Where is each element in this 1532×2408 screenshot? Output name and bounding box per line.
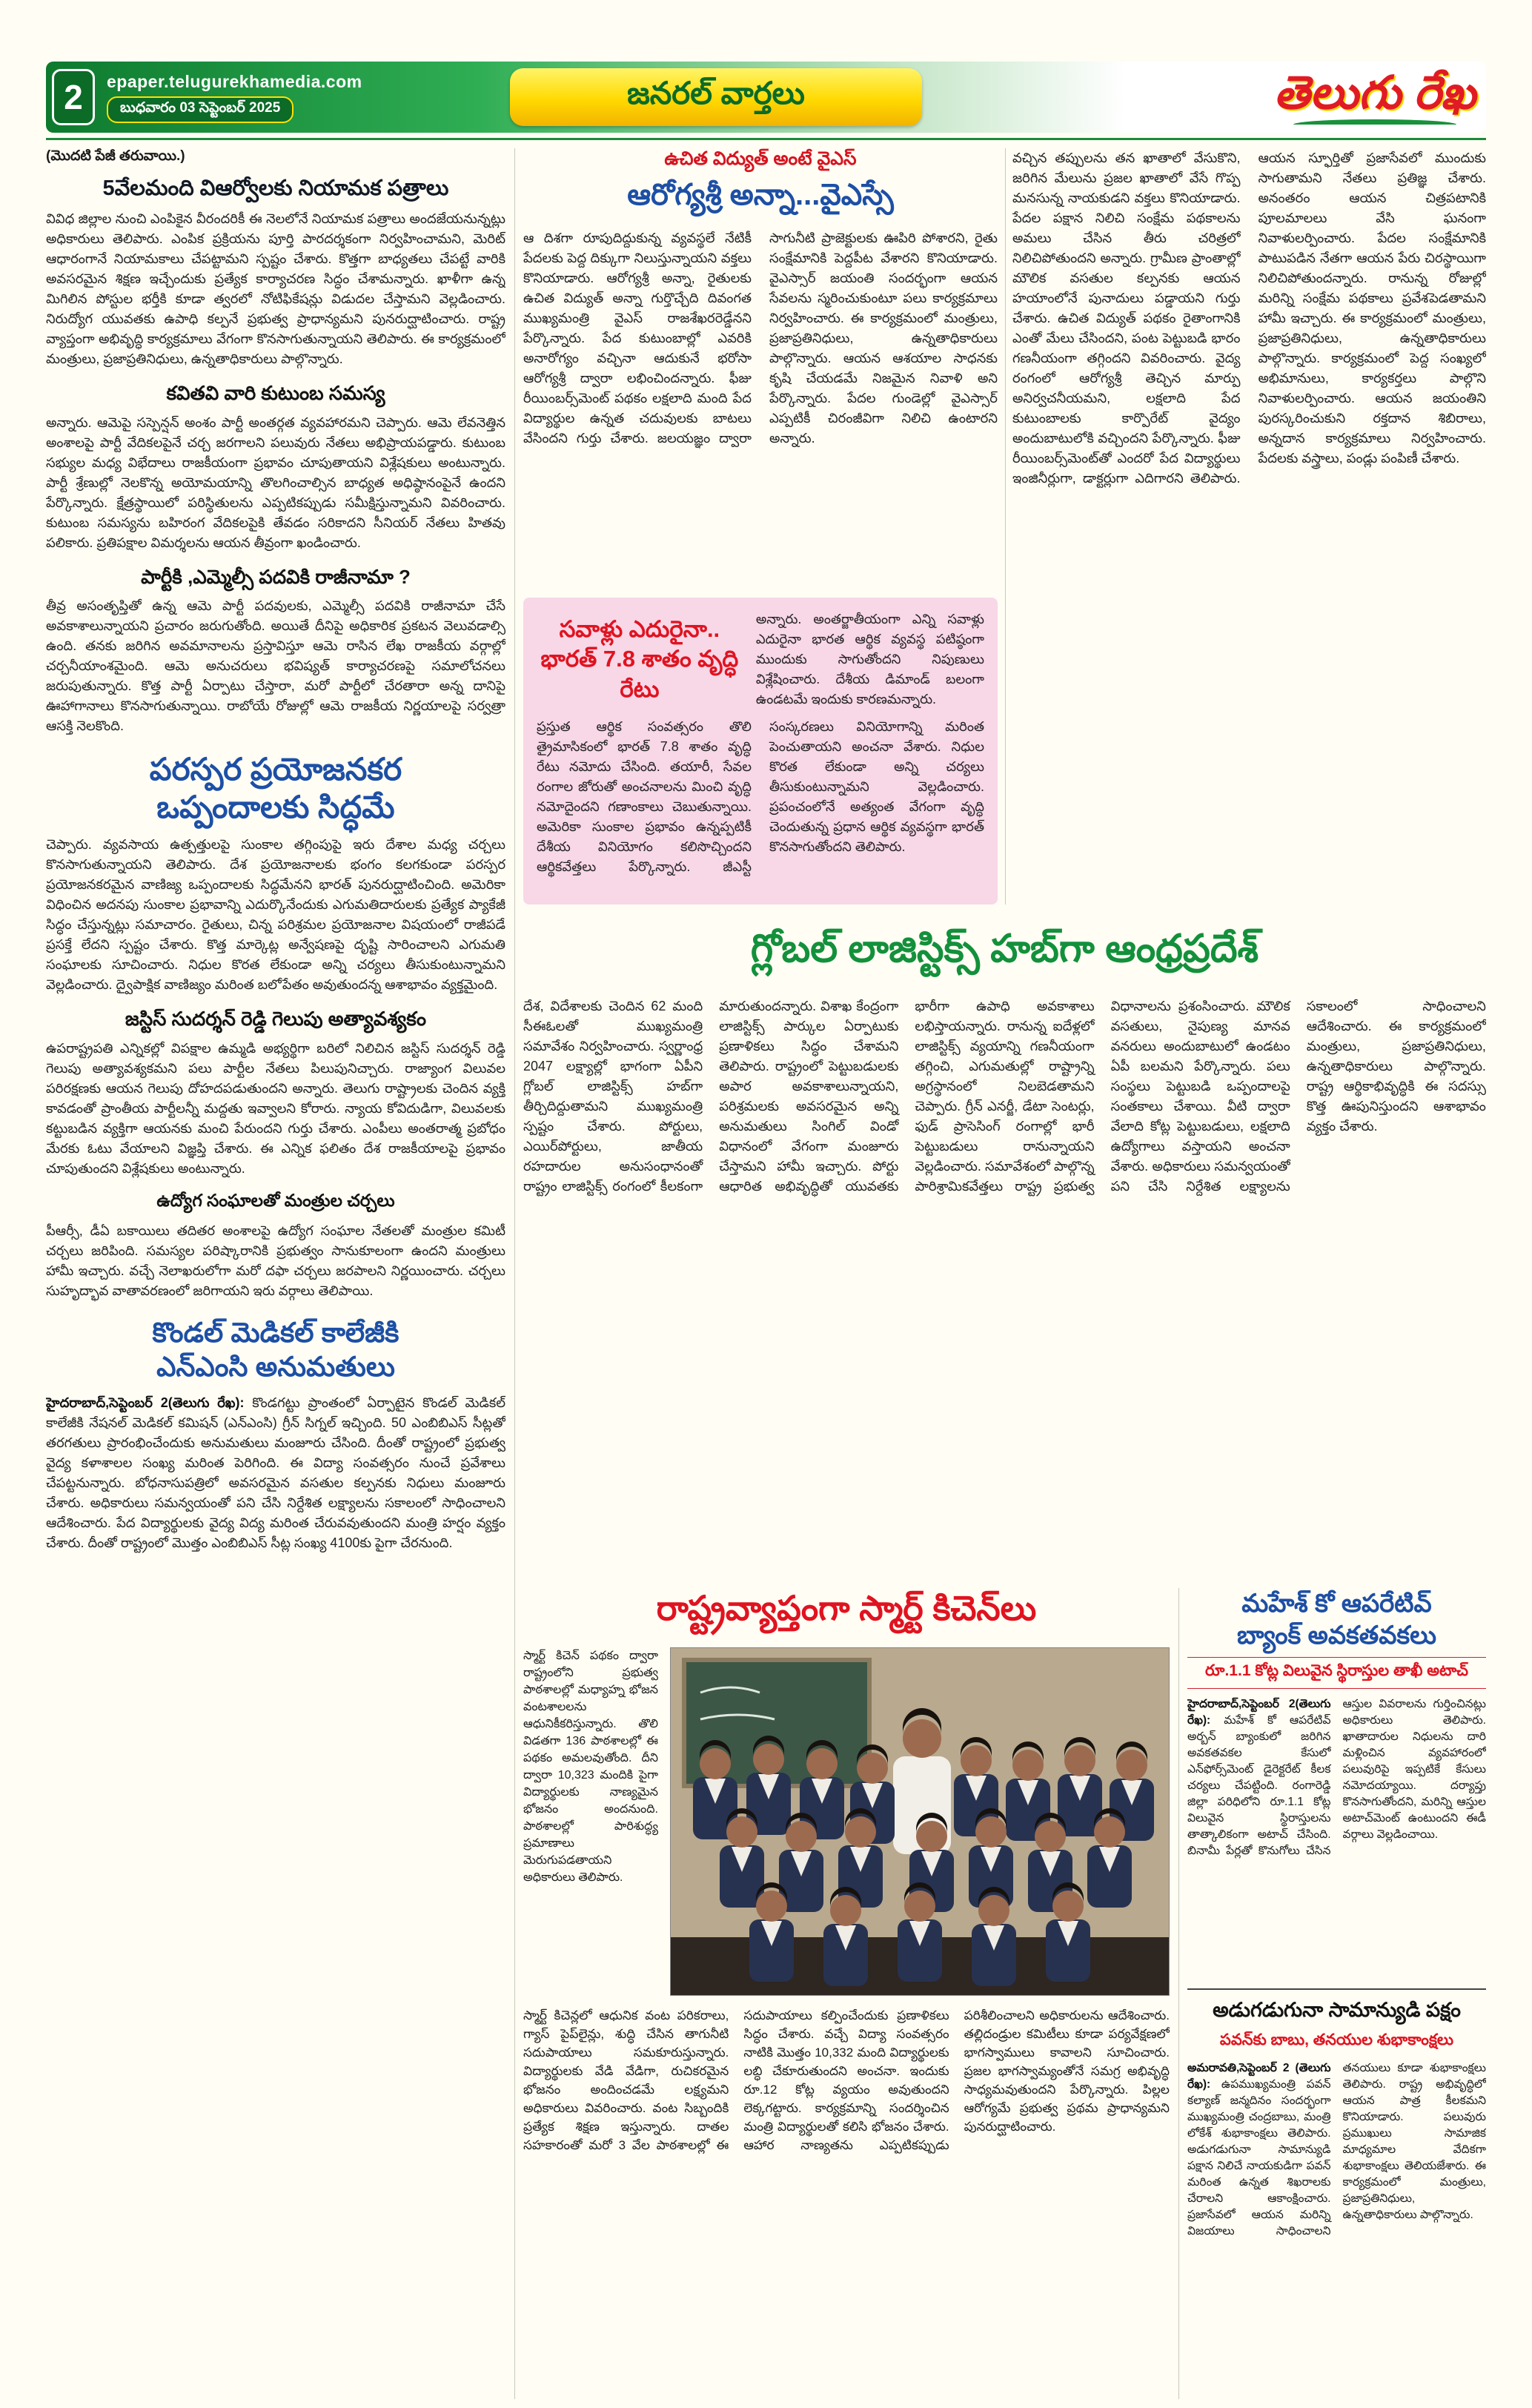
headline-line-1: సవాళ్లు ఎదురైనా.. [559, 616, 720, 643]
article-body [1187, 1696, 1486, 1978]
subhead-attachment: రూ.1.1 కోట్ల విలువైన స్థిరాస్తుల తాఖీ అటాచ్ [1187, 1657, 1486, 1689]
article-body: పీఆర్సీ, డీఏ బకాయిలు తదితర అంశాలపై ఉద్యోగ సంఘాల నేతలతో మంత్రుల కమిటీ చర్చలు జరిపింది. సమస్యల పరిష్కారానికి ప్రభుత్వం సానుకూలంగా ఉందని మంత్రులు హామీ ఇచ్చారు. వచ్చే నెలాఖరులోగా మరో దఫా చర్చలు జరపాలని నిర్ణయించారు. చర్చలు సుహృద్భావ వాతావరణంలో జరిగాయని ఇరు వర్గాలు తెలిపాయి. [46, 1223, 505, 1298]
dateline: హైదరాబాద్,సెప్టెంబర్ 2(తెలుగు రేఖ): [1187, 1698, 1331, 1727]
page-header [46, 62, 1486, 133]
article-kavitha-family [46, 381, 505, 553]
article-lead: అన్నారు. అంతర్జాతీయంగా ఎన్ని సవాళ్లు ఎదురైనా భారత ఆర్థిక వ్యవస్థ పటిష్ఠంగా ముందుకు సాగుతోందని నిపుణులు విశ్లేషించారు. దేశీయ డిమాండ్ బలంగా ఉండటమే ఇందుకు కారణమన్నారు. [755, 612, 984, 707]
headline-kavitha-family: కవితవి వారి కుటుంబ సమస్య [166, 382, 385, 405]
headline-line-2: బ్యాంక్ అవకతవకలు [1236, 1621, 1437, 1650]
article-body [1187, 2060, 1486, 2335]
column-rule [1005, 148, 1006, 904]
article-body: స్మార్ట్ కిచెన్లలో ఆధునిక వంట పరికరాలు, గ్యాస్ పైప్‌లైన్లు, శుద్ధి చేసిన తాగునీటి సదుపాయాలు సమకూరుస్తున్నారు. విద్యార్థులకు వేడి వేడిగా, రుచికరమైన భోజనం అందించడమే లక్ష్యమని అధికారులు వివరించారు. వంట సిబ్బందికి ప్రత్యేక శిక్షణ ఇస్తున్నారు. దాతల సహకారంతో మరో 3 వేల పాఠశాలల్లో ఈ సదుపాయాలు కల్పించేందుకు ప్రణాళికలు సిద్ధం చేశారు. వచ్చే విద్యా సంవత్సరం నాటికి మొత్తం 10,332 మంది విద్యార్థులకు లబ్ధి చేకూరుతుందని అంచనా. ఇందుకు రూ.12 కోట్ల వ్యయం అవుతుందని లెక్కగట్టారు. కార్యక్రమాన్ని సందర్శించిన మంత్రి విద్యార్థులతో కలిసి భోజనం చేశారు. ఆహార నాణ్యతను ఎప్పటికప్పుడు పరిశీలించాలని అధికారులను ఆదేశించారు. తల్లిదండ్రుల కమిటీలు కూడా పర్యవేక్షణలో భాగస్వాములు కావాలని సూచించారు. ప్రజల భాగస్వామ్యంతోనే సమగ్ర అభివృద్ధి సాధ్యమవుతుందని పేర్కొన్నారు. పిల్లల ఆరోగ్యమే ప్రభుత్వ ప్రథమ ప్రాధాన్యమని పునరుద్ఘాటించారు. [523, 2008, 1170, 2152]
continuation-note: (మొదటి పేజీ తరువాయి.) [46, 148, 185, 164]
article-trade-agreements [46, 751, 505, 995]
kicker-free-power: ఉచిత విద్యుత్ అంటే వైఎస్ [664, 148, 857, 169]
header-left [107, 72, 362, 123]
headline-resignation: పార్టీకి ,ఎమ్మెల్సీ పదవికి రాజీనామా ? [141, 565, 411, 588]
article-mahesh-bank [1187, 1588, 1486, 1978]
article-gdp-growth [523, 598, 998, 904]
article-body: చెప్పారు. వ్యవసాయ ఉత్పత్తులపై సుంకాల తగ్గింపుపై ఇరు దేశాల మధ్య చర్చలు కొనసాగుతున్నాయని తెలిపారు. దేశ ప్రయోజనాలకు భంగం కలగకుండా పరస్పర ప్రయోజనకరమైన వాణిజ్య ఒప్పందాలకు సిద్ధమేనని భారత్ పునరుద్ఘాటించింది. అమెరికా విధించిన అదనపు సుంకాల ప్రభావాన్ని ఎదుర్కొనేందుకు ఎగుమతిదారులకు ప్రత్యేక ప్యాకేజీ సిద్ధం చేస్తున్నట్లు సమాచారం. రైతులు, చిన్న పరిశ్రమల ప్రయోజనాల విషయంలో రాజీపడే ప్రసక్తే లేదని స్పష్టం చేశారు. కొత్త మార్కెట్ల అన్వేషణపై దృష్టి సారించాలని ఎగుమతి సంఘాలకు సూచించారు. నిధుల కొరత లేకుండా అన్ని చర్యలు తీసుకుంటున్నామని వెల్లడించారు. ద్వైపాక్షిక వాణిజ్యం మరింత బలోపేతం అవుతుందన్న ఆశాభావం వ్యక్తమైంది. [46, 837, 505, 993]
column-rule [1178, 1588, 1179, 2399]
article-body: దేశ, విదేశాలకు చెందిన 62 మంది సీఈఓలతో ముఖ్యమంత్రి సమావేశం నిర్వహించారు. స్వర్ణాంధ్ర 2047 లక్ష్యాల్లో భాగంగా ఏపీని గ్లోబల్ లాజిస్టిక్స్ హబ్‌గా తీర్చిదిద్దుతామని ముఖ్యమంత్రి స్పష్టం చేశారు. పోర్టులు, ఎయిర్‌పోర్టులు, జాతీయ రహదారుల అనుసంధానంతో రాష్ట్రం లాజిస్టిక్స్ రంగంలో కీలకంగా మారుతుందన్నారు. విశాఖ కేంద్రంగా లాజిస్టిక్స్ పార్కుల ఏర్పాటుకు ప్రణాళికలు సిద్ధం చేశామని తెలిపారు. రాష్ట్రంలో పెట్టుబడులకు అపార అవకాశాలున్నాయని, పరిశ్రమలకు అవసరమైన అన్ని అనుమతులు సింగిల్ విండో విధానంలో వేగంగా మంజూరు చేస్తామని హామీ ఇచ్చారు. పోర్టు ఆధారిత అభివృద్ధితో యువతకు భారీగా ఉపాధి అవకాశాలు లభిస్తాయన్నారు. రానున్న ఐదేళ్లలో లాజిస్టిక్స్ వ్యయాన్ని గణనీయంగా తగ్గించి, ఎగుమతుల్లో రాష్ట్రాన్ని అగ్రస్థానంలో నిలబెడతామని చెప్పారు. గ్రీన్ ఎనర్జీ, డేటా సెంటర్లు, ఫుడ్ ప్రాసెసింగ్ రంగాల్లో భారీ పెట్టుబడులు రానున్నాయని వెల్లడించారు. సమావేశంలో పాల్గొన్న పారిశ్రామికవేత్తలు రాష్ట్ర ప్రభుత్వ విధానాలను ప్రశంసించారు. మౌలిక వసతులు, నైపుణ్య మానవ వనరులు అందుబాటులో ఉండటం ఏపీ బలమని పేర్కొన్నారు. పలు సంస్థలు పెట్టుబడి ఒప్పందాలపై సంతకాలు చేశాయి. వీటి ద్వారా వేలాది కోట్ల పెట్టుబడులు, లక్షలాది ఉద్యోగాలు వస్తాయని అంచనా వేశారు. అధికారులు సమన్వయంతో పని చేసి నిర్దేశిత లక్ష్యాలను సకాలంలో సాధించాలని ఆదేశించారు. ఈ కార్యక్రమంలో మంత్రులు, ప్రజాప్రతినిధులు, ఉన్నతాధికారులు పాల్గొన్నారు. రాష్ట్ర ఆర్థికాభివృద్ధికి ఈ సదస్సు కొత్త ఊపునిస్తుందని ఆశాభావం వ్యక్తం చేశారు. [523, 999, 1486, 1194]
article-body: వివిధ జిల్లాల నుంచి ఎంపికైన వీరందరికీ ఈ నెలలోనే నియామక పత్రాలు అందజేయనున్నట్లు అధికారులు తెలిపారు. ఎంపిక ప్రక్రియను పూర్తి పారదర్శకంగా నిర్వహించామని, మెరిట్ ఆధారంగానే నియామకాలు చేపట్టామని స్పష్టం చేశారు. కొత్తగా బాధ్యతలు చేపట్టే వారికి అవసరమైన శిక్షణ ఇచ్చేందుకు ప్రత్యేక కార్యాచరణ సిద్ధం చేశామన్నారు. ఖాళీగా ఉన్న మిగిలిన పోస్టుల భర్తీకి కూడా త్వరలో నోటిఫికేషన్లు విడుదల చేస్తామని వెల్లడించారు. నిరుద్యోగ యువతకు ఉపాధి కల్పనే ప్రభుత్వ ప్రాధాన్యమని పునరుద్ఘాటించారు. రాష్ట్ర వ్యాప్తంగా అభివృద్ధి కార్యక్రమాలు వేగంగా కొనసాగుతున్నాయని తెలిపారు. ఈ కార్యక్రమంలో మంత్రులు, ప్రజాప్రతినిధులు, ఉన్నతాధికారులు పాల్గొన్నారు. [46, 211, 505, 367]
masthead-text: తెలుగు రేఖ [1273, 67, 1476, 119]
website-link[interactable]: epaper.telugurekhamedia.com [107, 71, 362, 91]
section-title: జనరల్ వార్తలు [510, 68, 922, 126]
article-employee-unions [46, 1191, 505, 1301]
column-rule [514, 148, 515, 2399]
header-rule [46, 138, 1486, 140]
headline-logistics-hub: గ్లోబల్ లాజిస్టిక్స్ హబ్‌గా ఆంధ్రప్రదేశ్ [750, 927, 1259, 970]
article-appointment-letters [46, 175, 505, 369]
headline-line-2: భారత్ 7.8 శాతం వృద్ధి రేటు [540, 646, 739, 702]
masthead-logo [1274, 62, 1476, 133]
page-number: 2 [52, 69, 95, 125]
subhead-greetings: పవన్‌కు బాబు, తనయుల శుభాకాంక్షలు [1219, 2031, 1454, 2048]
headline-line-1: మహేశ్ కో ఆపరేటివ్ [1241, 1590, 1432, 1618]
article-body-text: మహేశ్ కో ఆపరేటివ్ అర్బన్ బ్యాంకులో జరిగిన అవకతవకల కేసులో ఎన్‌ఫోర్స్‌మెంట్ డైరెక్టరేట్ కీలక చర్యలు చేపట్టింది. రంగారెడ్డి జిల్లా పరిధిలోని రూ.1.1 కోట్ల విలువైన స్థిరాస్తులను తాత్కాలికంగా అటాచ్ చేసింది. బినామీ పేర్లతో కొనుగోలు చేసిన ఆస్తుల వివరాలను గుర్తించినట్లు అధికారులు తెలిపారు. ఖాతాదారుల నిధులను దారి మళ్లించిన వ్యవహారంలో పలువురిపై ఇప్పటికే కేసులు నమోదయ్యాయి. దర్యాప్తు కొనసాగుతోందని, మరిన్ని ఆస్తుల అటాచ్‌మెంట్ ఉంటుందని ఈడీ వర్గాలు వెల్లడించాయి. [1187, 1698, 1486, 1857]
article-body: తీవ్ర అసంతృప్తితో ఉన్న ఆమె పార్టీ పదవులకు, ఎమ్మెల్సీ పదవికి రాజీనామా చేసే అవకాశాలున్నాయని ప్రచారం జరుగుతోంది. అయితే దీనిపై అధికారిక ప్రకటన వెలువడాల్సి ఉంది. తనకు జరిగిన అవమానాలను ప్రస్తావిస్తూ ఆమె రాసిన లేఖ రాజకీయ వర్గాల్లో చర్చనీయాంశమైంది. ఆమె అనుచరులు భవిష్యత్ కార్యాచరణపై సమాలోచనలు జరుపుతున్నారు. కొత్త పార్టీ ఏర్పాటు చేస్తారా, మరో పార్టీలో చేరతారా అన్న దానిపై ఊహాగానాలు కొనసాగుతున్నాయి. రాబోయే రోజుల్లో ఆమె రాజకీయ నిర్ణయాలపై సర్వత్రా ఆసక్తి నెలకొంది. [46, 598, 505, 734]
masthead-underline [1293, 119, 1456, 125]
smart-kitchen-photo [670, 1647, 1170, 1996]
headline-employee-unions: ఉద్యోగ సంఘాలతో మంత్రుల చర్చలు [156, 1190, 395, 1210]
article-justice-sudarshan [46, 1007, 505, 1179]
article-body [46, 1393, 505, 1553]
headline-trade-agreements [46, 751, 505, 826]
article-body: వచ్చిన తప్పులను తన ఖాతాలో వేసుకొని, జరిగిన మేలును ప్రజల ఖాతాలో వేసే గొప్ప మనసున్న నాయకుడని వక్తలు కొనియాడారు. పేదల పక్షాన నిలిచి సంక్షేమ పథకాలను అమలు చేసిన తీరు చరిత్రలో నిలిచిపోతుందని అన్నారు. గ్రామీణ ప్రాంతాల్లో మౌలిక వసతుల కల్పనకు ఆయన హయాంలోనే పునాదులు పడ్డాయని గుర్తు చేశారు. ఉచిత విద్యుత్ పథకం రైతాంగానికి ఎంతో మేలు చేసిందని, పంట పెట్టుబడి భారం గణనీయంగా తగ్గిందని వివరించారు. వైద్య రంగంలో ఆరోగ్యశ్రీ తెచ్చిన మార్పు అనిర్వచనీయమని, లక్షలాది పేద కుటుంబాలకు కార్పొరేట్ వైద్యం అందుబాటులోకి వచ్చిందని పేర్కొన్నారు. ఫీజు రీయింబర్స్‌మెంట్‌తో ఎందరో పేద విద్యార్థులు ఇంజినీర్లుగా, డాక్టర్లుగా ఎదిగారని తెలిపారు. ఆయన స్ఫూర్తితో ప్రజాసేవలో ముందుకు సాగుతామని నేతలు ప్రతిజ్ఞ చేశారు. అనంతరం ఆయన చిత్రపటానికి పూలమాలలు వేసి ఘనంగా నివాళులర్పించారు. పేదల సంక్షేమానికి పాటుపడిన నేతగా ఆయన పేరు చిరస్థాయిగా నిలిచిపోతుందన్నారు. రానున్న రోజుల్లో మరిన్ని సంక్షేమ పథకాలు ప్రవేశపెడతామని హామీ ఇచ్చారు. ఈ కార్యక్రమంలో మంత్రులు, ప్రజాప్రతినిధులు, ఉన్నతాధికారులు పాల్గొన్నారు. కార్యక్రమంలో పెద్ద సంఖ్యలో అభిమానులు, కార్యకర్తలు పాల్గొని నివాళులర్పించారు. ఆయన జయంతిని పురస్కరించుకుని రక్తదాన శిబిరాలు, అన్నదాన కార్యక్రమాలు నిర్వహించారు. పేదలకు వస్త్రాలు, పండ్లు పంపిణీ చేశారు. [1012, 150, 1486, 486]
headline-appointment-letters: 5వేలమంది విఆర్వోలకు నియామక పత్రాలు [102, 176, 449, 200]
right-bottom-column [1187, 1588, 1486, 2399]
article-pawan-birthday [1187, 1988, 1486, 2335]
headline-gdp-growth [537, 615, 743, 704]
headline-line-1: పరస్పర ప్రయోజనకర [149, 752, 402, 787]
headline-line-2: ఎన్ఎంసి అనుమతులు [156, 1351, 395, 1382]
headline-justice-sudarshan: జస్టిస్ సుదర్శన్ రెడ్డి గెలుపు అత్యావశ్యకం [125, 1008, 427, 1031]
article-body-text: కొండగట్టు ప్రాంతంలో ఏర్పాటైన కొండల్ మెడికల్ కాలేజీకి నేషనల్ మెడికల్ కమిషన్ (ఎన్ఎంసి) గ్రీన్ సిగ్నల్ ఇచ్చింది. 50 ఎంబిబిఎస్ సీట్లతో తరగతులు ప్రారంభించేందుకు అనుమతులు మంజూరు చేసింది. దీంతో రాష్ట్రంలో ప్రభుత్వ వైద్య కళాశాలల సంఖ్య మరింత పెరిగింది. ఈ విద్యా సంవత్సరం నుంచే ప్రవేశాలు చేపట్టనున్నారు. బోధనాసుపత్రిలో అవసరమైన వసతుల కల్పనకు నిధులు మంజూరు చేశారు. అధికారులు సమన్వయంతో పని చేసి నిర్దేశిత లక్ష్యాలను సకాలంలో సాధించాలని ఆదేశించారు. పేద విద్యార్థులకు వైద్య విద్య మరింత చేరువవుతుందని మంత్రి హర్షం వ్యక్తం చేశారు. దీంతో రాష్ట్రంలో మొత్తం ఎంబిబిఎస్ సీట్ల సంఖ్య 4100కు పైగా చేరనుంది. [46, 1395, 505, 1551]
article-logistics-hub [523, 996, 1486, 1578]
article-body: ఉపరాష్ట్రపతి ఎన్నికల్లో విపక్షాల ఉమ్మడి అభ్యర్థిగా బరిలో నిలిచిన జస్టిస్ సుదర్శన్ రెడ్డి గెలుపు అత్యావశ్యకమని పలు పార్టీల నేతలు పిలుపునిచ్చారు. రాజ్యాంగ విలువల పరిరక్షణకు ఆయన గెలుపు దోహదపడుతుందని అన్నారు. తెలుగు రాష్ట్రాలకు చెందిన వ్యక్తి కావడంతో ప్రాంతీయ పార్టీలన్నీ మద్దతు ఇవ్వాలని కోరారు. న్యాయ కోవిదుడిగా, విలువలకు కట్టుబడిన వ్యక్తిగా ఆయనకు మంచి పేరుందని గుర్తు చేశారు. ఎంపీలు అంతరాత్మ ప్రబోధం మేరకు ఓటు వేయాలని విజ్ఞప్తి చేశారు. ఈ ఎన్నిక ఫలితం దేశ రాజకీయాలపై ప్రభావం చూపుతుందని విశ్లేషకులు అంటున్నారు. [46, 1040, 505, 1176]
dateline: హైదరాబాద్,సెప్టెంబర్ 2(తెలుగు రేఖ): [46, 1395, 245, 1411]
photo-illustration [671, 1648, 1170, 1996]
article-body: ఆ దిశగా రూపుదిద్దుకున్న వ్యవస్థలే నేటికీ పేదలకు పెద్ద దిక్కుగా నిలుస్తున్నాయని వక్తలు కొనియాడారు. ఆరోగ్యశ్రీ అన్నా, రైతులకు ఉచిత విద్యుత్ అన్నా గుర్తొచ్చేది దివంగత ముఖ్యమంత్రి వైఎస్ రాజశేఖరరెడ్డేనని పేర్కొన్నారు. పేద కుటుంబాల్లో ఎవరికి అనారోగ్యం వచ్చినా ఆదుకునే భరోసా ఆరోగ్యశ్రీ ద్వారా లభించిందన్నారు. ఫీజు రీయింబర్స్‌మెంట్ పథకం లక్షలాది మంది పేద విద్యార్థుల ఉన్నత చదువులకు బాటలు వేసిందని గుర్తు చేశారు. జలయజ్ఞం ద్వారా సాగునీటి ప్రాజెక్టులకు ఊపిరి పోశారని, రైతు సంక్షేమానికి పెద్దపీట వేశారని కొనియాడారు. వైఎస్సార్ జయంతి సందర్భంగా ఆయన సేవలను స్మరించుకుంటూ పలు కార్యక్రమాలు నిర్వహించారు. ఈ కార్యక్రమంలో మంత్రులు, ప్రజాప్రతినిధులు, ఉన్నతాధికారులు పాల్గొన్నారు. ఆయన ఆశయాల సాధనకు కృషి చేయడమే నిజమైన నివాళి అని పేర్కొన్నారు. పేదల గుండెల్లో వైఎస్సార్ ఎప్పటికీ చిరంజీవిగా నిలిచి ఉంటారని అన్నారు. [523, 231, 998, 446]
headline-line-1: కొండల్ మెడికల్ కాలేజీకి [152, 1317, 399, 1348]
article-body-text: ఉపముఖ్యమంత్రి పవన్ కల్యాణ్ జన్మదినం సందర్భంగా ముఖ్యమంత్రి చంద్రబాబు, మంత్రి లోకేశ్ శుభాకాంక్షలు తెలిపారు. అడుగడుగునా సామాన్యుడి పక్షాన నిలిచే నాయకుడిగా పవన్ మరింత ఉన్నత శిఖరాలకు చేరాలని ఆకాంక్షించారు. ప్రజాసేవలో ఆయన మరిన్ని విజయాలు సాధించాలని తనయులు కూడా శుభాకాంక్షలు తెలిపారు. రాష్ట్ర అభివృద్ధిలో ఆయన పాత్ర కీలకమని కొనియాడారు. పలువురు ప్రముఖులు సామాజిక మాధ్యమాల వేదికగా శుభాకాంక్షలు తెలియజేశారు. ఈ కార్యక్రమంలో మంత్రులు, ప్రజాప్రతినిధులు, ఉన్నతాధికారులు పాల్గొన్నారు. [1187, 2062, 1486, 2237]
article-smart-kitchens [523, 1588, 1170, 2399]
headline-line-2: ఒప్పందాలకు సిద్ధమే [156, 789, 395, 824]
headline-kondal-medical [46, 1316, 505, 1385]
left-column [46, 148, 505, 2399]
headline-common-man: అడుగడుగునా సామాన్యుడి పక్షం [1187, 1988, 1486, 2027]
article-resignation [46, 565, 505, 737]
dateline: అమరావతి,సెప్టెంబర్ 2 (తెలుగు రేఖ): [1187, 2062, 1331, 2091]
article-ysr-schemes [523, 148, 998, 592]
headline-mahesh-bank [1187, 1588, 1486, 1651]
article-lead: స్మార్ట్ కిచెన్ పథకం ద్వారా రాష్ట్రంలోని ప్రభుత్వ పాఠశాలల్లో మధ్యాహ్న భోజన వంటశాలలను ఆధునికీకరిస్తున్నారు. తొలి విడతగా 136 పాఠశాలల్లో ఈ పథకం అమలవుతోంది. దీని ద్వారా 10,323 మందికి పైగా విద్యార్థులకు నాణ్యమైన భోజనం అందనుంది. పాఠశాలల్లో పారిశుద్ధ్య ప్రమాణాలు మెరుగుపడతాయని అధికారులు తెలిపారు. [523, 1650, 658, 1884]
growth-box-top [537, 609, 984, 710]
edition-date: బుధవారం 03 సెప్టెంబర్ 2025 [107, 96, 294, 123]
article-body: అన్నారు. ఆమెపై సస్పెన్షన్ అంశం పార్టీ అంతర్గత వ్యవహారమని చెప్పారు. ఆమె లేవనెత్తిన అంశాలపై పార్టీ వేదికలపైనే చర్చ జరగాలని పలువురు నేతలు అభిప్రాయపడ్డారు. కుటుంబ సభ్యుల మధ్య విభేదాలు రాజకీయంగా ప్రభావం చూపుతాయని విశ్లేషకులు అంటున్నారు. పార్టీ శ్రేణుల్లో నెలకొన్న అయోమయాన్ని తొలగించాల్సిన బాధ్యత అధిష్ఠానంపైనే ఉందని పేర్కొన్నారు. క్షేత్రస్థాయిలో పరిస్థితులను ఎప్పటికప్పుడు సమీక్షిస్తున్నామని వివరించారు. కుటుంబ సమస్యను బహిరంగ వేదికలపైకి తేవడం సరికాదని సీనియర్ నేతలు హితవు పలికారు. ప్రతిపక్షాల విమర్శలను ఆయన తీవ్రంగా ఖండించారు. [46, 414, 505, 550]
kitchen-content-row [523, 1647, 1170, 1996]
article-body: ప్రస్తుత ఆర్థిక సంవత్సరం తొలి త్రైమాసికంలో భారత్ 7.8 శాతం వృద్ధి రేటు నమోదు చేసింది. తయారీ, సేవల రంగాల జోరుతో అంచనాలను మించి వృద్ధి నమోదైందని గణాంకాలు చెబుతున్నాయి. అమెరికా సుంకాల ప్రభావం ఉన్నప్పటికీ దేశీయ వినియోగం కలిసొచ్చిందని ఆర్థికవేత్తలు పేర్కొన్నారు. జీఎస్టీ సంస్కరణలు వినియోగాన్ని మరింత పెంచుతాయని అంచనా వేశారు. నిధుల కొరత లేకుండా అన్ని చర్యలు తీసుకుంటున్నామని వెల్లడించారు. ప్రపంచంలోనే అత్యంత వేగంగా వృద్ధి చెందుతున్న ప్రధాన ఆర్థిక వ్యవస్థగా భారత్ కొనసాగుతోందని తెలిపారు. [537, 719, 984, 874]
article-ysr-tributes [1012, 148, 1486, 904]
headline-aarogyasri: ఆరోగ్యశ్రీ అన్నా...వైఎస్సే [627, 179, 894, 211]
headline-smart-kitchens: రాష్ట్రవ్యాప్తంగా స్మార్ట్ కిచెన్‌లు [656, 1589, 1037, 1627]
article-kondal-medical [46, 1316, 505, 1554]
